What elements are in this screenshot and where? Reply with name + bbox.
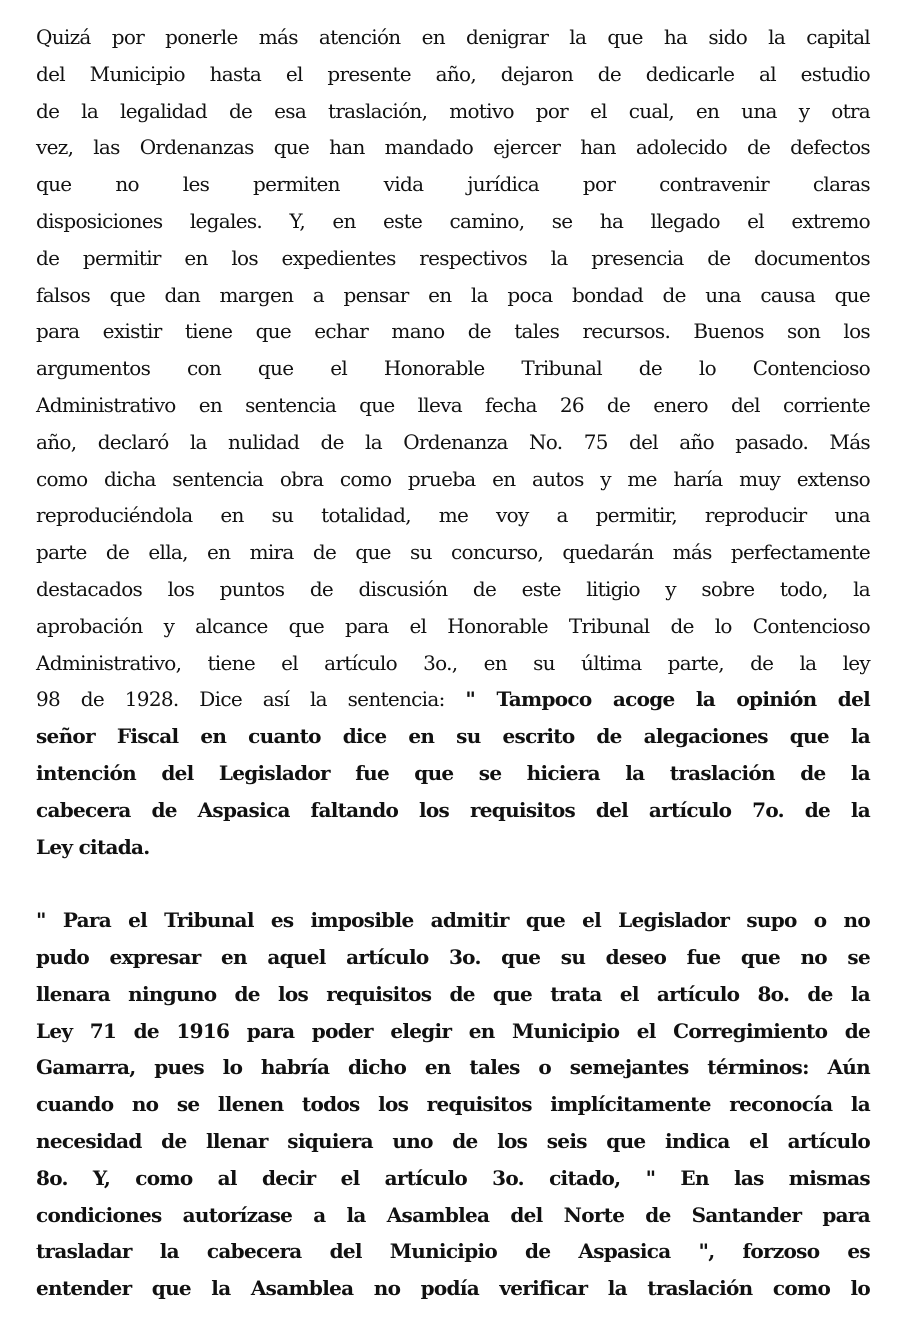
sentence-intro: 98 de 1928. Dice así la sentencia:	[36, 687, 466, 712]
text-line: argumentos con que el Honorable Tribunal de lo Contencioso	[36, 356, 870, 381]
quoted-line: trasladar la cabecera del Municipio de Aspasica ", forzoso es	[36, 1239, 870, 1264]
text-line: de permitir en los expedientes respectivos la presencia de documentos	[36, 245, 870, 270]
document-body	[36, 19, 870, 1307]
text-line: disposiciones legales. Y, en este camino, se ha llegado el extremo	[36, 208, 870, 233]
quoted-line: pudo expresar en aquel artículo 3o. que su deseo fue que no se	[36, 944, 870, 969]
quoted-line: Ley 71 de 1916 para poder elegir en Municipio el Corregimiento de	[36, 1018, 870, 1043]
text-line: aprobación y alcance que para el Honorable Tribunal de lo Contencioso	[36, 613, 870, 638]
text-line: del Municipio hasta el presente año, dejaron de dedicarle al estudio	[36, 61, 870, 86]
quote-start: " Tampoco acoge la opinión del	[465, 687, 870, 712]
text-line: parte de ella, en mira de que su concurso, quedarán más perfectamente	[36, 540, 870, 565]
quoted-line: " Para el Tribunal es imposible admitir que el Legislador supo o no	[36, 908, 870, 933]
quoted-line: llenara ninguno de los requisitos de que trata el artículo 8o. de la	[36, 981, 870, 1006]
quoted-line: necesidad de llenar siquiera uno de los seis que indica el artículo	[36, 1128, 870, 1153]
quoted-line: entender que la Asamblea no podía verificar la traslación como lo	[36, 1276, 870, 1301]
quoted-line: señor Fiscal en cuanto dice en su escrito de alegaciones que la	[36, 724, 870, 749]
mixed-text-line	[36, 681, 870, 718]
quoted-line: intención del Legislador fue que se hiciera la traslación de la	[36, 760, 870, 785]
text-line: año, declaró la nulidad de la Ordenanza No. 75 del año pasado. Más	[36, 429, 870, 454]
quoted-line: condiciones autorízase a la Asamblea del Norte de Santander para	[36, 1202, 870, 1227]
quoted-line: Ley citada.	[36, 834, 150, 859]
paragraph-2	[36, 902, 870, 1307]
quoted-line: Gamarra, pues lo habría dicho en tales o semejantes términos: Aún	[36, 1055, 870, 1080]
text-line: Administrativo, tiene el artículo 3o., en su última parte, de la ley	[36, 650, 870, 675]
text-line: destacados los puntos de discusión de este litigio y sobre todo, la	[36, 576, 870, 601]
quoted-line: 8o. Y, como al decir el artículo 3o. citado, " En las mismas	[36, 1165, 870, 1190]
text-line: como dicha sentencia obra como prueba en autos y me haría muy extenso	[36, 466, 870, 491]
text-line: vez, las Ordenanzas que han mandado ejercer han adolecido de defectos	[36, 135, 870, 160]
quoted-line: cuando no se llenen todos los requisitos implícitamente reconocía la	[36, 1092, 870, 1117]
text-line: para existir tiene que echar mano de tales recursos. Buenos son los	[36, 319, 870, 344]
text-line: reproduciéndola en su totalidad, me voy a permitir, reproducir una	[36, 503, 870, 528]
paragraph-spacer	[36, 865, 870, 902]
text-line: Administrativo en sentencia que lleva fecha 26 de enero del corriente	[36, 392, 870, 417]
text-line: de la legalidad de esa traslación, motivo por el cual, en una y otra	[36, 98, 870, 123]
text-line: que no les permiten vida jurídica por contravenir claras	[36, 172, 870, 197]
quoted-line: cabecera de Aspasica faltando los requisitos del artículo 7o. de la	[36, 797, 870, 822]
text-line: falsos que dan margen a pensar en la poca bondad de una causa que	[36, 282, 870, 307]
paragraph-1	[36, 19, 870, 865]
text-line: Quizá por ponerle más atención en denigrar la que ha sido la capital	[36, 25, 870, 49]
